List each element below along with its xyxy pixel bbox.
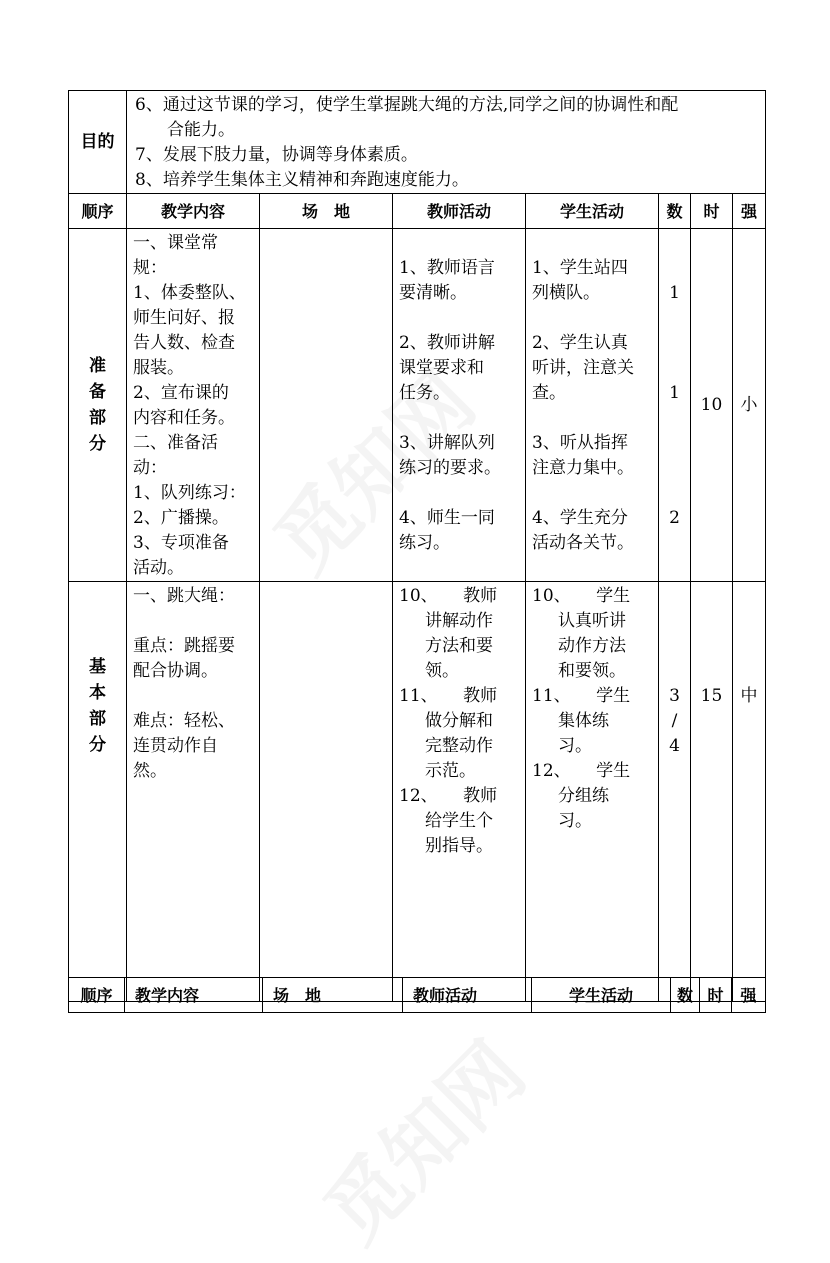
label-char: 基 xyxy=(89,657,106,677)
content-line: 一、跳大绳： xyxy=(133,586,235,606)
prep-section-label xyxy=(69,229,127,582)
student-line: 认真听讲 xyxy=(558,611,626,631)
label-char: 备 xyxy=(89,382,106,402)
teacher-line: 讲解动作 xyxy=(425,611,493,631)
count-value: / xyxy=(671,711,678,731)
content-line: 2、宣布课的 xyxy=(133,383,229,403)
student-line: 动作方法 xyxy=(558,636,626,656)
content-line: 1、队列练习： xyxy=(133,483,246,503)
header-student: 学生活动 xyxy=(526,194,659,229)
prep-content xyxy=(127,229,260,582)
header-venue: 场 地 xyxy=(263,978,403,1013)
header-teacher: 教师活动 xyxy=(403,978,532,1013)
student-line: 12、 学生 xyxy=(532,761,631,781)
header-intensity: 强 xyxy=(733,194,766,229)
basic-counts xyxy=(659,582,691,1002)
teacher-line: 2、教师讲解 xyxy=(399,333,495,353)
content-line: 重点：跳摇要 xyxy=(133,636,235,656)
content-line: 连贯动作自 xyxy=(133,736,218,756)
teacher-line: 做分解和 xyxy=(425,711,493,731)
header-intensity: 强 xyxy=(732,978,766,1013)
student-line: 习。 xyxy=(558,811,592,831)
teacher-line: 给学生个 xyxy=(425,811,493,831)
teacher-line: 领。 xyxy=(425,661,459,681)
goal-line: 合能力。 xyxy=(167,120,235,140)
content-line: 动： xyxy=(133,458,167,478)
teacher-line: 完整动作 xyxy=(425,736,493,756)
count-value: 4 xyxy=(669,736,680,756)
content-line: 难点：轻松、 xyxy=(133,711,235,731)
prep-intensity: 小 xyxy=(733,229,766,582)
student-line: 1、学生站四 xyxy=(532,258,628,278)
student-line: 3、听从指挥 xyxy=(532,433,628,453)
teacher-line: 要清晰。 xyxy=(399,283,467,303)
basic-venue xyxy=(260,582,393,1002)
header-order: 顺序 xyxy=(69,194,127,229)
basic-section-label xyxy=(69,582,127,1002)
header-content: 教学内容 xyxy=(127,194,260,229)
content-line: 师生问好、报 xyxy=(133,308,235,328)
header-time: 时 xyxy=(691,194,733,229)
content-line: 规： xyxy=(133,258,167,278)
content-line: 配合协调。 xyxy=(133,661,218,681)
content-line: 1、体委整队、 xyxy=(133,283,246,303)
student-line: 列横队。 xyxy=(532,283,600,303)
prep-time: 10 xyxy=(691,229,733,582)
goal-row xyxy=(69,91,766,194)
lesson-plan-table xyxy=(68,90,766,1002)
student-line: 2、学生认真 xyxy=(532,333,628,353)
student-line: 10、 学生 xyxy=(532,586,631,606)
teacher-line: 练习。 xyxy=(399,533,450,553)
teacher-line: 别指导。 xyxy=(425,836,493,856)
teacher-line: 示范。 xyxy=(425,761,476,781)
watermark xyxy=(294,1012,545,1263)
prep-counts xyxy=(659,229,691,582)
basic-teacher xyxy=(393,582,526,1002)
goal-label: 目的 xyxy=(69,91,127,194)
label-char: 部 xyxy=(89,408,106,428)
count-value: 1 xyxy=(669,383,680,403)
student-line: 听讲，注意关 xyxy=(532,358,634,378)
student-line: 和要领。 xyxy=(558,661,626,681)
label-char: 部 xyxy=(89,709,106,729)
table-header-row xyxy=(69,194,766,229)
content-line: 二、准备活 xyxy=(133,433,218,453)
student-line: 习。 xyxy=(558,736,592,756)
teacher-line: 方法和要 xyxy=(425,636,493,656)
header-venue: 场 地 xyxy=(260,194,393,229)
header-order: 顺序 xyxy=(69,978,125,1013)
basic-time: 15 xyxy=(691,582,733,1002)
goal-line: 6、通过这节课的学习，使学生掌握跳大绳的方法,同学之间的协调性和配 xyxy=(135,95,679,115)
content-line: 一、课堂常 xyxy=(133,233,218,253)
teacher-line: 10、 教师 xyxy=(399,586,498,606)
next-page-header-table xyxy=(68,977,766,1013)
teacher-line: 任务。 xyxy=(399,383,450,403)
teacher-line: 4、师生一同 xyxy=(399,508,495,528)
header-teacher: 教师活动 xyxy=(393,194,526,229)
content-line: 活动。 xyxy=(133,558,184,578)
header-time: 时 xyxy=(700,978,732,1013)
basic-row xyxy=(69,582,766,1002)
header-count: 数 xyxy=(659,194,691,229)
label-char: 分 xyxy=(89,434,106,454)
student-line: 11、 学生 xyxy=(532,686,631,706)
student-line: 集体练 xyxy=(558,711,609,731)
content-line: 告人数、检查 xyxy=(133,333,235,353)
count-value: 1 xyxy=(669,283,680,303)
content-line: 然。 xyxy=(133,761,167,781)
student-line: 注意力集中。 xyxy=(532,458,634,478)
teacher-line: 课堂要求和 xyxy=(399,358,484,378)
goal-line: 7、发展下肢力量，协调等身体素质。 xyxy=(135,145,418,165)
student-line: 查。 xyxy=(532,383,566,403)
prep-venue xyxy=(260,229,393,582)
count-value: 2 xyxy=(669,508,680,528)
student-line: 4、学生充分 xyxy=(532,508,628,528)
teacher-line: 12、 教师 xyxy=(399,786,498,806)
basic-intensity: 中 xyxy=(733,582,766,1002)
content-line: 2、广播操。 xyxy=(133,508,229,528)
prep-teacher xyxy=(393,229,526,582)
header-count: 数 xyxy=(671,978,700,1013)
content-line: 内容和任务。 xyxy=(133,408,235,428)
table-header-row xyxy=(69,978,766,1013)
goal-line: 8、培养学生集体主义精神和奔跑速度能力。 xyxy=(135,170,469,190)
count-value: 3 xyxy=(669,686,680,706)
header-student: 学生活动 xyxy=(532,978,671,1013)
basic-student xyxy=(526,582,659,1002)
label-char: 本 xyxy=(89,683,106,703)
student-line: 活动各关节。 xyxy=(532,533,634,553)
teacher-line: 3、讲解队列 xyxy=(399,433,495,453)
prep-row xyxy=(69,229,766,582)
prep-student xyxy=(526,229,659,582)
header-content: 教学内容 xyxy=(125,978,263,1013)
teacher-line: 练习的要求。 xyxy=(399,458,501,478)
teacher-line: 11、 教师 xyxy=(399,686,498,706)
student-line: 分组练 xyxy=(558,786,609,806)
basic-content xyxy=(127,582,260,1002)
content-line: 3、专项准备 xyxy=(133,533,229,553)
label-char: 分 xyxy=(89,735,106,755)
content-line: 服装。 xyxy=(133,358,184,378)
goal-text xyxy=(127,91,766,194)
label-char: 准 xyxy=(89,356,106,376)
teacher-line: 1、教师语言 xyxy=(399,258,495,278)
